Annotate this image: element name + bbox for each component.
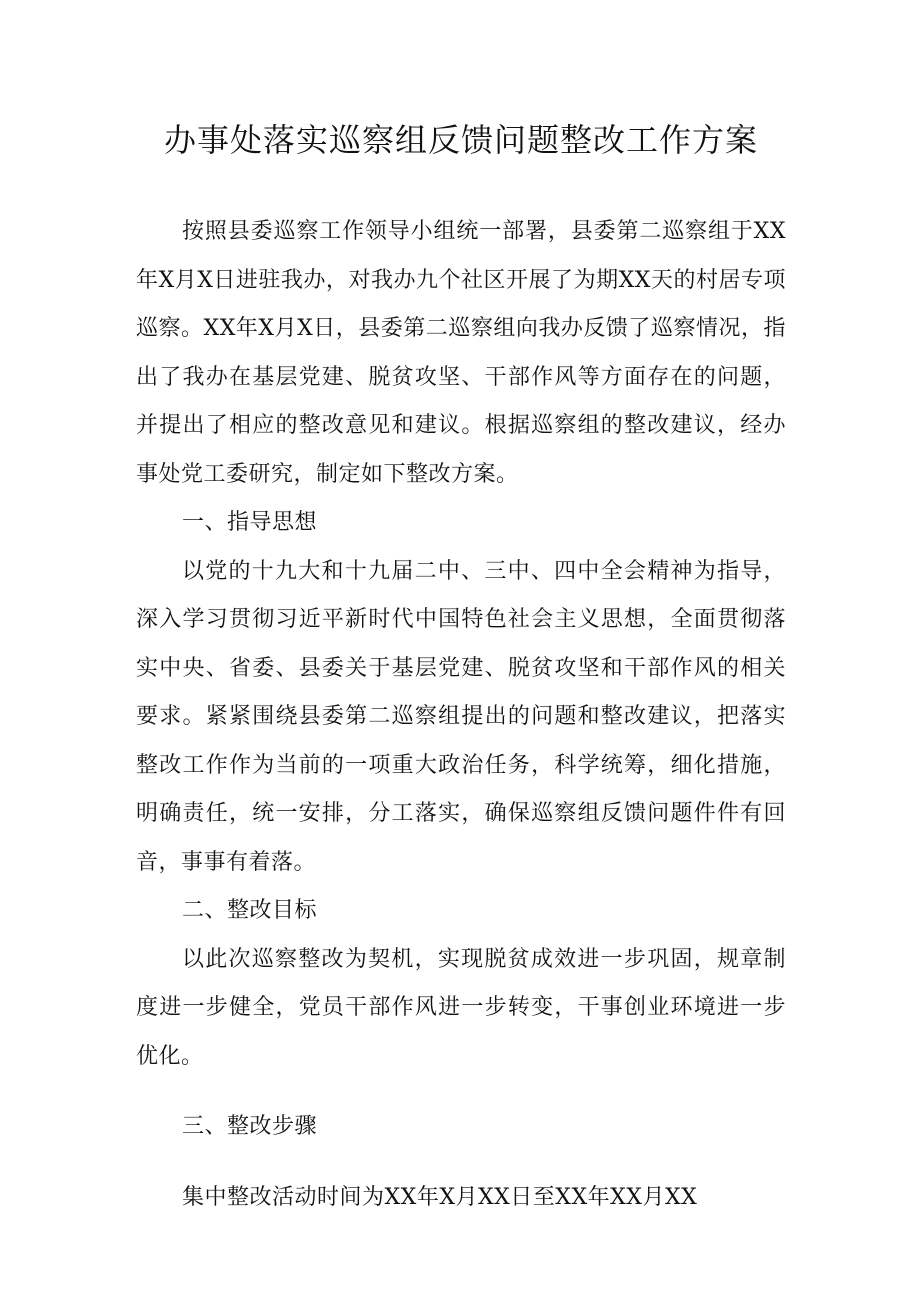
document-title: 办事处落实巡察组反馈问题整改工作方案 — [163, 121, 758, 159]
intro-paragraph: 按照县委巡察工作领导小组统一部署，县委第二巡察组于XX年X月X日进驻我办，对我办九个社区开展了为期XX天的村居专项巡察。XX年X月X日，县委第二巡察组向我办反馈了巡察情况，指出了我办在基层党建、脱贫攻坚、干部作风等方面存在的问题，并提出了相应的整改意见和建议。根据巡察组的整改建议，经办事处党工委研究，制定如下整改方案。 — [136, 219, 786, 487]
guiding-ideology-paragraph: 以党的十九大和十九届二中、三中、四中全会精神为指导，深入学习贯彻习近平新时代中国特色社会主义思想，全面贯彻落实中央、省委、县委关于基层党建、脱贫攻坚和干部作风的相关要求。紧紧围绕县委第二巡察组提出的问题和整改建议，把落实整改工作作为当前的一项重大政治任务，科学统筹，细化措施，明确责任，统一安排，分工落实，确保巡察组反馈问题件件有回音，事事有着落。 — [136, 558, 786, 875]
section-heading-rectification-goals: 二、整改目标 — [182, 898, 318, 923]
section-heading-guiding-ideology: 一、指导思想 — [182, 510, 318, 535]
rectification-steps-paragraph: 集中整改活动时间为XX年X月XX日至XX年XX月XX — [182, 1184, 698, 1210]
section-heading-rectification-steps: 三、整改步骤 — [182, 1114, 318, 1139]
rectification-goals-paragraph: 以此次巡察整改为契机，实现脱贫成效进一步巩固，规章制度进一步健全，党员干部作风进一步转变，干事创业环境进一步优化。 — [136, 946, 786, 1069]
